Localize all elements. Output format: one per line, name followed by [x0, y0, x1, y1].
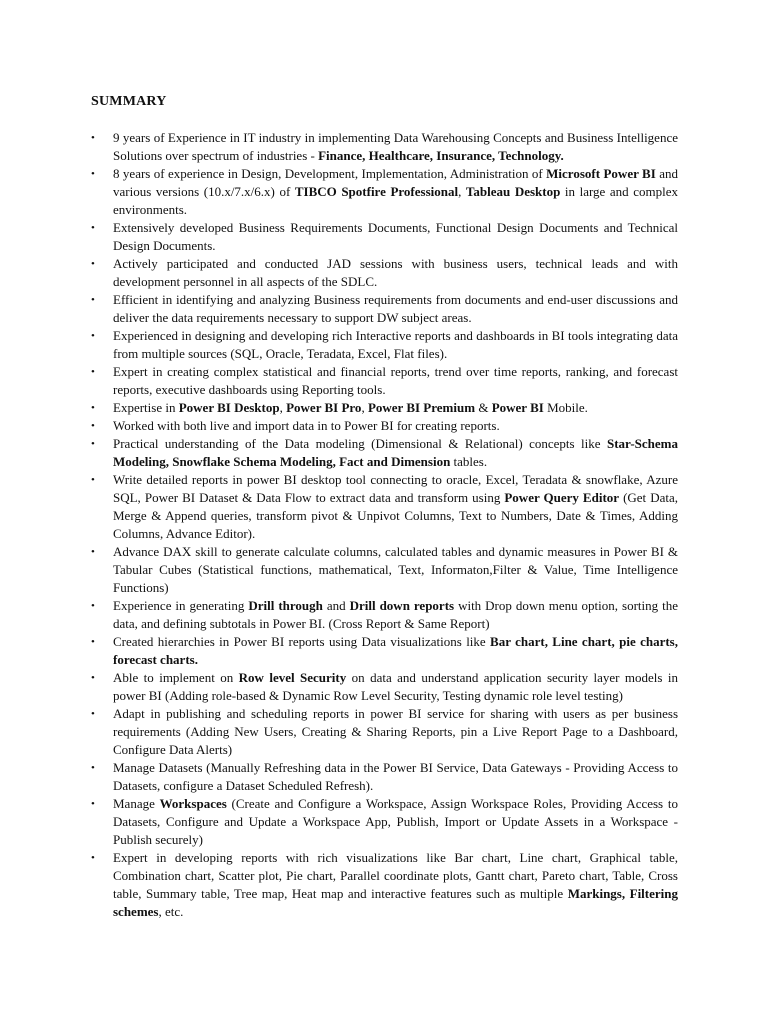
- bullet-bold-text: Power BI: [491, 400, 544, 415]
- bullet-bold-text: Tableau Desktop: [465, 184, 561, 199]
- bullet-bold-text: Power Query Editor: [504, 490, 620, 505]
- bullet-text: Adapt in publishing and scheduling reports in power BI service for sharing with users as per business requirements (Adding New Users, Creating & Sharing Reports, pin a Live Report Page to a Dashboard, Configure Data Alerts): [113, 706, 678, 757]
- bullet-text: with Drop down menu option, sorting the data, and defining subtotals in Power BI. (Cross Report & Same Report): [113, 598, 678, 631]
- bullet-dot-icon: •: [91, 762, 95, 774]
- bullet-text: Created hierarchies in Power BI reports using Data visualizations like: [113, 634, 491, 649]
- bullet-text: Experienced in designing and developing rich Interactive reports and dashboards in BI tools integrating data from multiple sources (SQL, Oracle, Teradata, Excel, Flat files).: [113, 328, 678, 361]
- bullet-text: ,: [361, 400, 368, 415]
- bullet-text: 9 years of Experience in IT industry in implementing Data Warehousing Concepts and Business Intelligence Solutions over spectrum of industries -: [113, 130, 678, 163]
- summary-bullet-item: [91, 435, 678, 471]
- bullet-bold-text: Markings, Filtering schemes: [113, 886, 678, 919]
- bullet-dot-icon: •: [91, 600, 95, 612]
- bullet-bold-text: Finance, Healthcare, Insurance, Technology.: [318, 148, 564, 163]
- bullet-bold-text: Star-Schema Modeling, Snowflake Schema Modeling, Fact and Dimension: [113, 436, 678, 469]
- bullet-text: Write detailed reports in power BI desktop tool connecting to oracle, Excel, Teradata & snowflake, Azure SQL, Power BI Dataset & Data Flow to extract data and transform using: [113, 472, 678, 505]
- bullet-bold-text: Drill down reports: [349, 598, 455, 613]
- bullet-text: Efficient in identifying and analyzing Business requirements from documents and end-user discussions and deliver the data requirements necessary to support DW subject areas.: [113, 292, 678, 325]
- bullet-bold-text: Bar chart, Line chart, pie charts, forecast charts.: [113, 634, 678, 667]
- bullet-dot-icon: •: [91, 168, 95, 180]
- summary-bullet-item: [91, 471, 678, 543]
- summary-bullet-item: [91, 291, 678, 327]
- summary-bullet-item: [91, 597, 678, 633]
- bullet-text: Manage Datasets (Manually Refreshing data in the Power BI Service, Data Gateways - Providing Access to Datasets, configure a Dataset Scheduled Refresh).: [113, 760, 678, 793]
- bullet-text: Expert in developing reports with rich visualizations like Bar chart, Line chart, Graphical table, Combination chart, Scatter plot, Pie chart, Parallel coordinate plots, Gantt chart, Pareto chart, Table, Cross table, Summary table, Tree map, Heat map and interactive features such as multiple: [113, 850, 678, 901]
- summary-bullet-item: [91, 363, 678, 399]
- summary-bullet-list: [0, 129, 768, 921]
- summary-bullet-item: [91, 795, 678, 849]
- summary-bullet-item: [91, 327, 678, 363]
- summary-bullet-item: [91, 705, 678, 759]
- bullet-text: Experience in generating: [113, 598, 249, 613]
- bullet-bold-text: Row level Security: [238, 670, 347, 685]
- bullet-bold-text: Power BI Desktop: [178, 400, 280, 415]
- bullet-bold-text: Power BI Premium: [367, 400, 476, 415]
- bullet-dot-icon: •: [91, 132, 95, 144]
- section-heading: SUMMARY: [91, 94, 167, 109]
- bullet-bold-text: Microsoft Power BI: [546, 166, 656, 181]
- summary-bullet-item: [91, 255, 678, 291]
- bullet-text: and: [322, 598, 350, 613]
- bullet-text: 8 years of experience in Design, Development, Implementation, Administration of: [113, 166, 547, 181]
- bullet-text: (Create and Configure a Workspace, Assign Workspace Roles, Providing Access to Datasets, Configure and Update a Workspace App, Publish, Import or Update Assets in a Workspace - Publish securely): [113, 796, 678, 847]
- bullet-dot-icon: •: [91, 330, 95, 342]
- bullet-dot-icon: •: [91, 672, 95, 684]
- bullet-text: tables.: [450, 454, 488, 469]
- bullet-text: Practical understanding of the Data modeling (Dimensional & Relational) concepts like: [113, 436, 607, 451]
- bullet-text: ,: [279, 400, 287, 415]
- bullet-text: Actively participated and conducted JAD sessions with business users, technical leads and with development personnel in all aspects of the SDLC.: [113, 256, 678, 289]
- bullet-text: Able to implement on: [113, 670, 239, 685]
- bullet-text: on data and understand application security layer models in power BI (Adding role-based & Dynamic Row Level Security, Testing dynamic role level testing): [113, 670, 678, 703]
- bullet-dot-icon: •: [91, 366, 95, 378]
- bullet-dot-icon: •: [91, 222, 95, 234]
- bullet-dot-icon: •: [91, 708, 95, 720]
- bullet-bold-text: Power BI Pro: [286, 400, 362, 415]
- summary-bullet-item: [91, 219, 678, 255]
- summary-bullet-item: [91, 633, 678, 669]
- bullet-text: Mobile.: [543, 400, 588, 415]
- bullet-bold-text: Workspaces: [159, 796, 227, 811]
- summary-bullet-item: [91, 669, 678, 705]
- bullet-dot-icon: •: [91, 438, 95, 450]
- summary-bullet-item: [91, 417, 678, 435]
- bullet-bold-text: TIBCO Spotfire Professional: [294, 184, 459, 199]
- bullet-dot-icon: •: [91, 420, 95, 432]
- summary-bullet-item: [91, 165, 679, 219]
- bullet-dot-icon: •: [91, 798, 95, 810]
- bullet-dot-icon: •: [91, 258, 95, 270]
- summary-bullet-item: [91, 399, 678, 417]
- bullet-text: in large and complex environments.: [113, 184, 679, 217]
- bullet-text: and various versions (10.x/7.x/6.x) of: [113, 166, 678, 199]
- bullet-text: Extensively developed Business Requirements Documents, Functional Design Documents and Technical Design Documents.: [113, 220, 678, 253]
- bullet-text: (Get Data, Merge & Append queries, transform pivot & Unpivot Columns, Text to Numbers, Date & Times, Adding Columns, Advance Editor).: [113, 490, 678, 541]
- bullet-dot-icon: •: [91, 546, 95, 558]
- bullet-text: Manage: [113, 796, 160, 811]
- bullet-text: Expertise in: [113, 400, 179, 415]
- bullet-text: Worked with both live and import data in to Power BI for creating reports.: [113, 418, 500, 433]
- bullet-text: &: [475, 400, 492, 415]
- bullet-dot-icon: •: [91, 474, 95, 486]
- bullet-text: Advance DAX skill to generate calculate columns, calculated tables and dynamic measures in Power BI & Tabular Cubes (Statistical functions, mathematical, Text, Informaton,Filter & Value, Time Intelligence Functions): [113, 544, 678, 595]
- bullet-dot-icon: •: [91, 402, 95, 414]
- summary-bullet-item: [91, 129, 678, 165]
- summary-bullet-item: [91, 759, 678, 795]
- bullet-dot-icon: •: [91, 636, 95, 648]
- summary-bullet-item: [91, 849, 678, 921]
- bullet-dot-icon: •: [91, 294, 95, 306]
- bullet-text: Expert in creating complex statistical and financial reports, trend over time reports, ranking, and forecast reports, executive dashboards using Reporting tools.: [113, 364, 678, 397]
- bullet-text: , etc.: [158, 904, 184, 919]
- bullet-text: ,: [458, 184, 466, 199]
- bullet-dot-icon: •: [91, 852, 95, 864]
- summary-bullet-item: [91, 543, 678, 597]
- bullet-bold-text: Drill through: [248, 598, 323, 613]
